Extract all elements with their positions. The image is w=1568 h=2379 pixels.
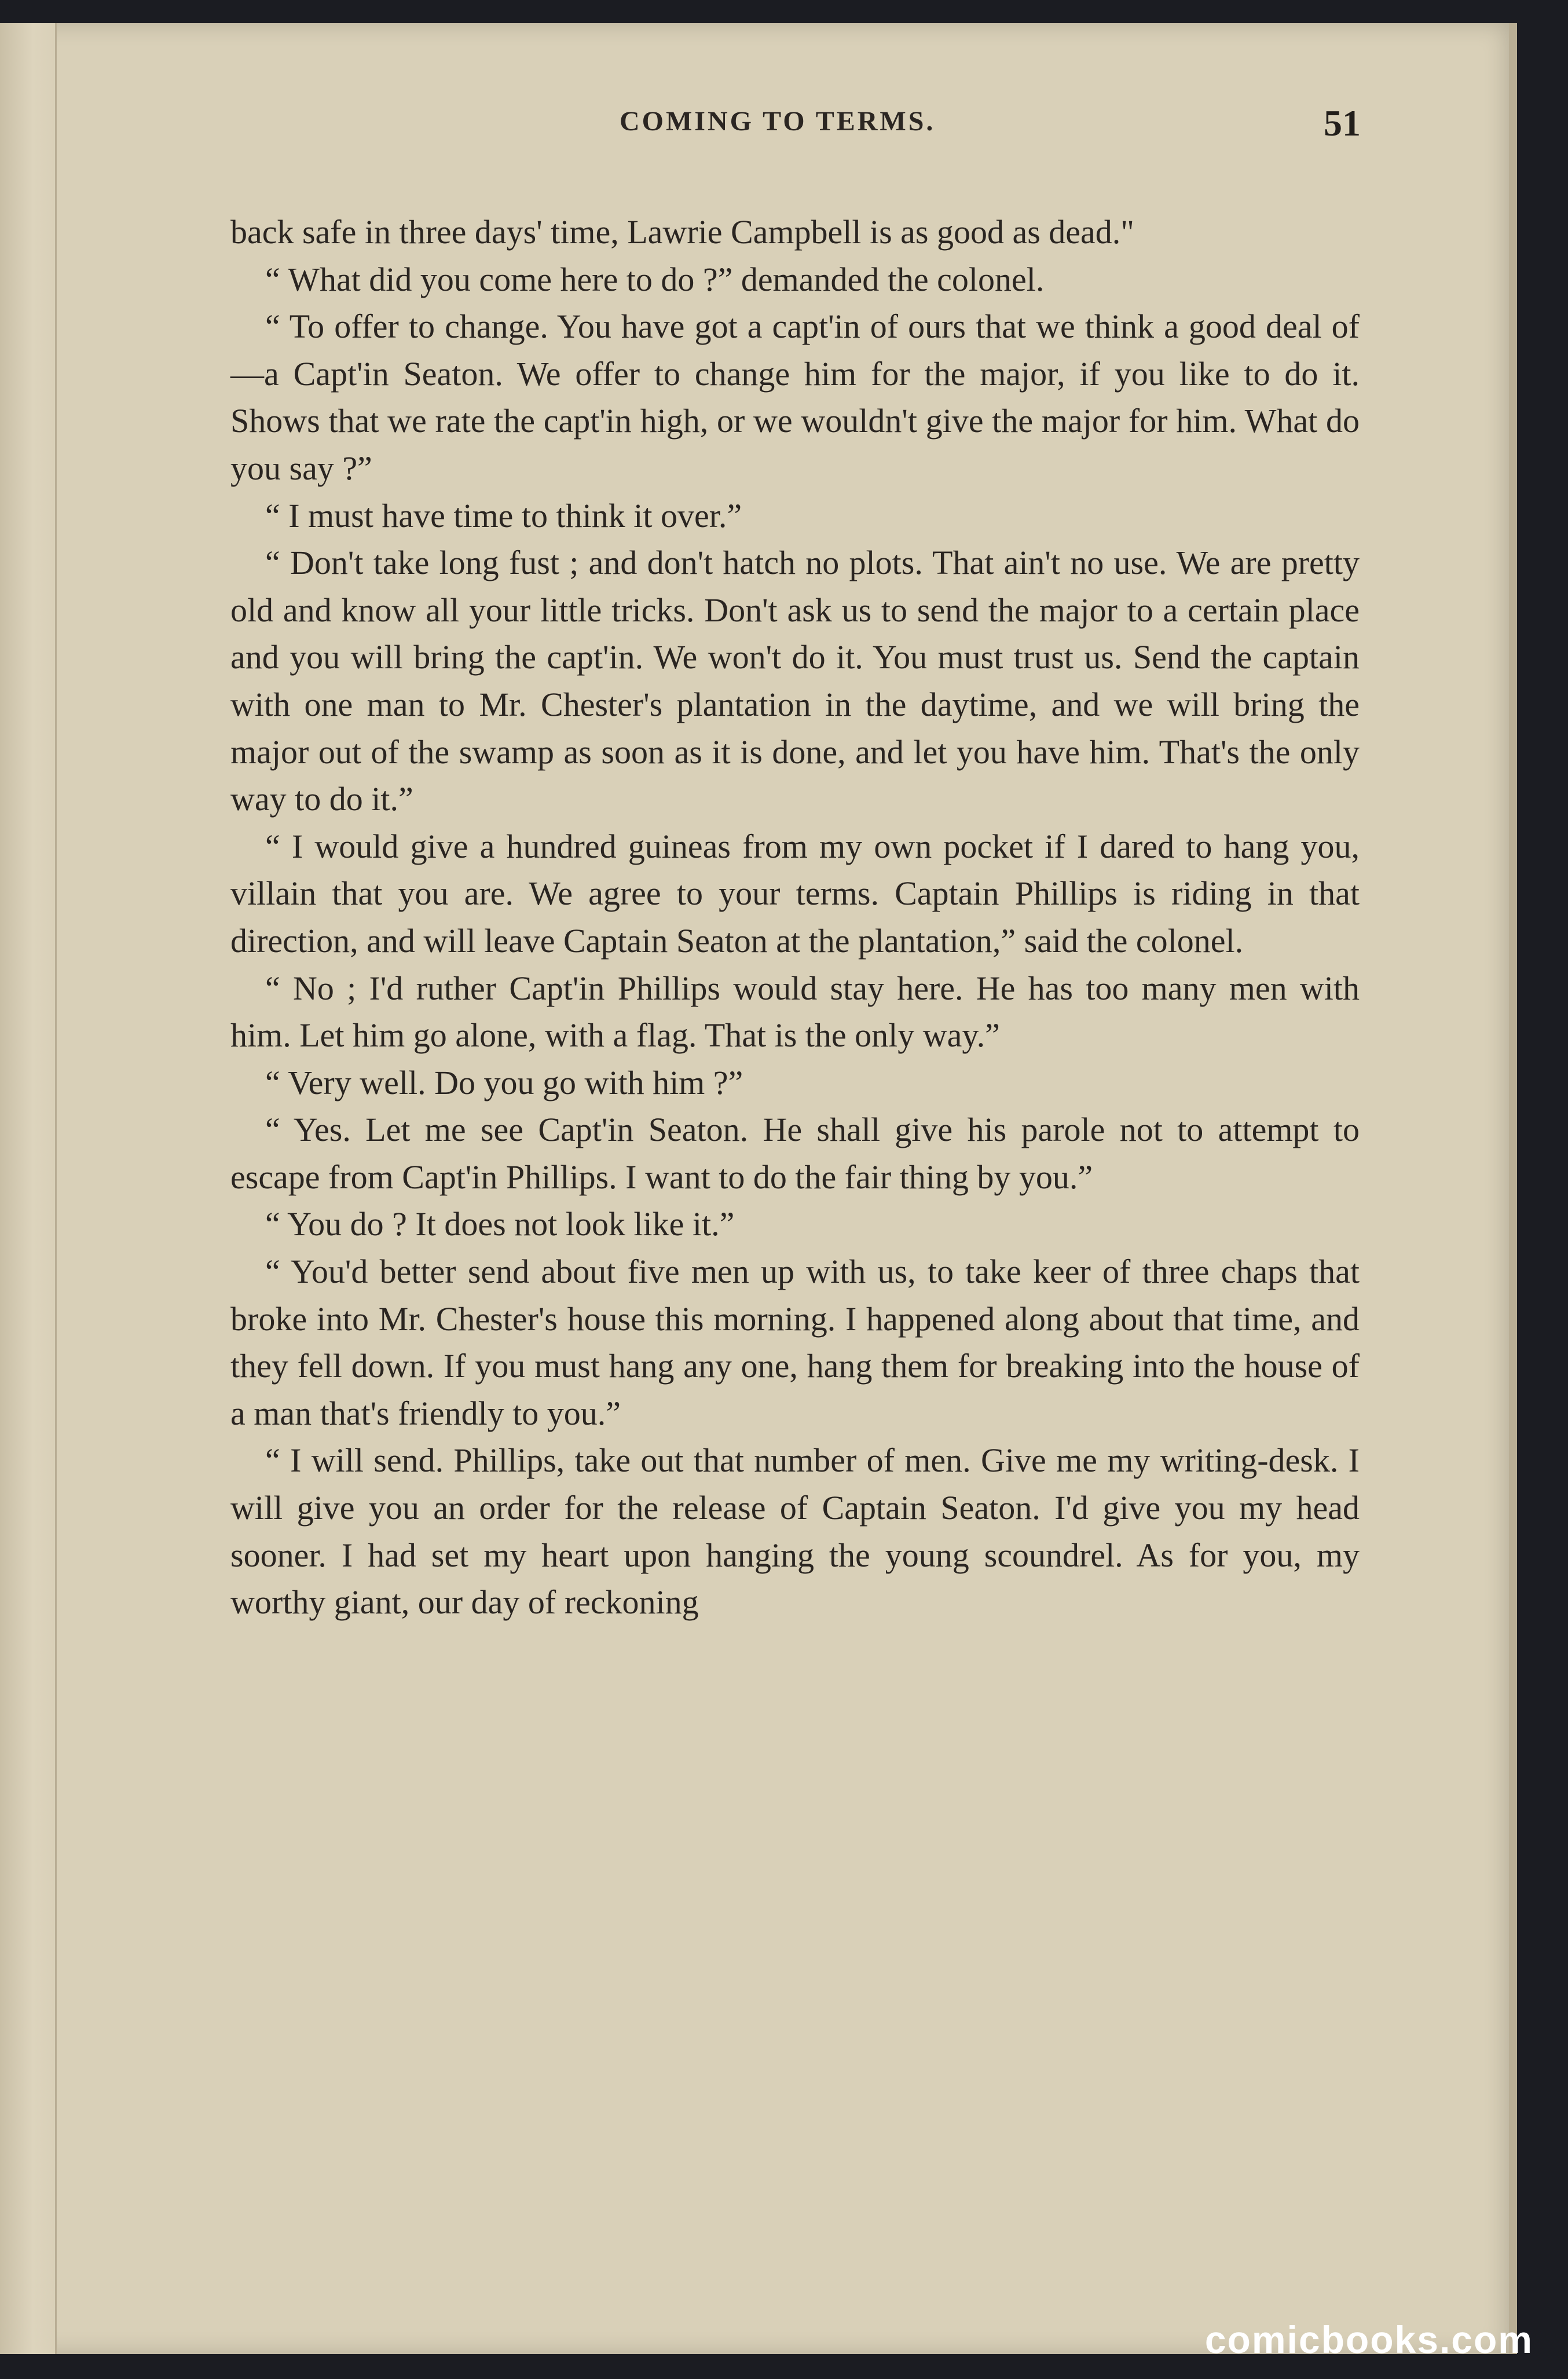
paragraph: “ You do ? It does not look like it.” <box>265 1205 735 1243</box>
page-number: 51 <box>1324 103 1361 144</box>
book-gutter <box>0 23 57 2354</box>
paragraph: “ I will send. Phillips, take out that number of men. Give me my writing-desk. I will give you an order for the release of Captain Seaton. I'd give you my head sooner. I had set my heart upon hanging the young scoundrel. As for you, my worthy giant, our day of reckoning <box>230 1441 1360 1622</box>
paragraph: “ No ; I'd ruther Capt'in Phillips would stay here. He has too many men with him. Let him go alone, with a flag. That is the only way.” <box>230 969 1360 1055</box>
paragraph: “ Don't take long fust ; and don't hatch no plots. That ain't no use. We are pretty old and know all your little tricks. Don't ask us to send the major to a certain place and you will bring the capt'in. We won't do it. You must trust us. Send the captain with one man to Mr. Chester's plantation in the daytime, and we will bring the major out of the swamp as soon as it is done, and let you have him. That's the only way to do it.” <box>230 544 1360 818</box>
paragraph: “ You'd better send about five men up with us, to take keer of three chaps that broke into Mr. Chester's house this morning. I happened along about that time, and they fell down. If you must hang any one, hang them for breaking into the house of a man that's friendly to you.” <box>230 1253 1360 1432</box>
paragraph: “ Very well. Do you go with him ?” <box>265 1063 743 1101</box>
paragraph: “ What did you come here to do ?” demanded the colonel. <box>265 260 1045 298</box>
paragraph: “ To offer to change. You have got a capt'in of ours that we think a good deal of—a Capt'in Seaton. We offer to change him for the major, if you like to do it. Shows that we rate the capt'in high, or we wouldn't give the major for him. What do you say ?” <box>230 308 1360 487</box>
paragraph: back safe in three days' time, Lawrie Campbell is as good as dead." <box>230 213 1134 251</box>
paragraph: “ I must have time to think it over.” <box>265 496 742 535</box>
book-page <box>0 23 1517 2354</box>
running-head: COMING TO TERMS. <box>620 106 936 137</box>
body-text <box>230 208 1360 1626</box>
page-header <box>232 105 1361 146</box>
paragraph: “ I would give a hundred guineas from my own pocket if I dared to hang you, villain that you are. We agree to your terms. Captain Phillips is riding in that direction, and will leave Captain Seaton at the plantation,” said the colonel. <box>230 827 1360 960</box>
page-edge <box>1509 23 1517 2354</box>
paragraph: “ Yes. Let me see Capt'in Seaton. He shall give his parole not to attempt to escape from Capt'in Phillips. I want to do the fair thing by you.” <box>230 1111 1360 1196</box>
site-watermark: comicbooks.com <box>1204 2318 1533 2361</box>
